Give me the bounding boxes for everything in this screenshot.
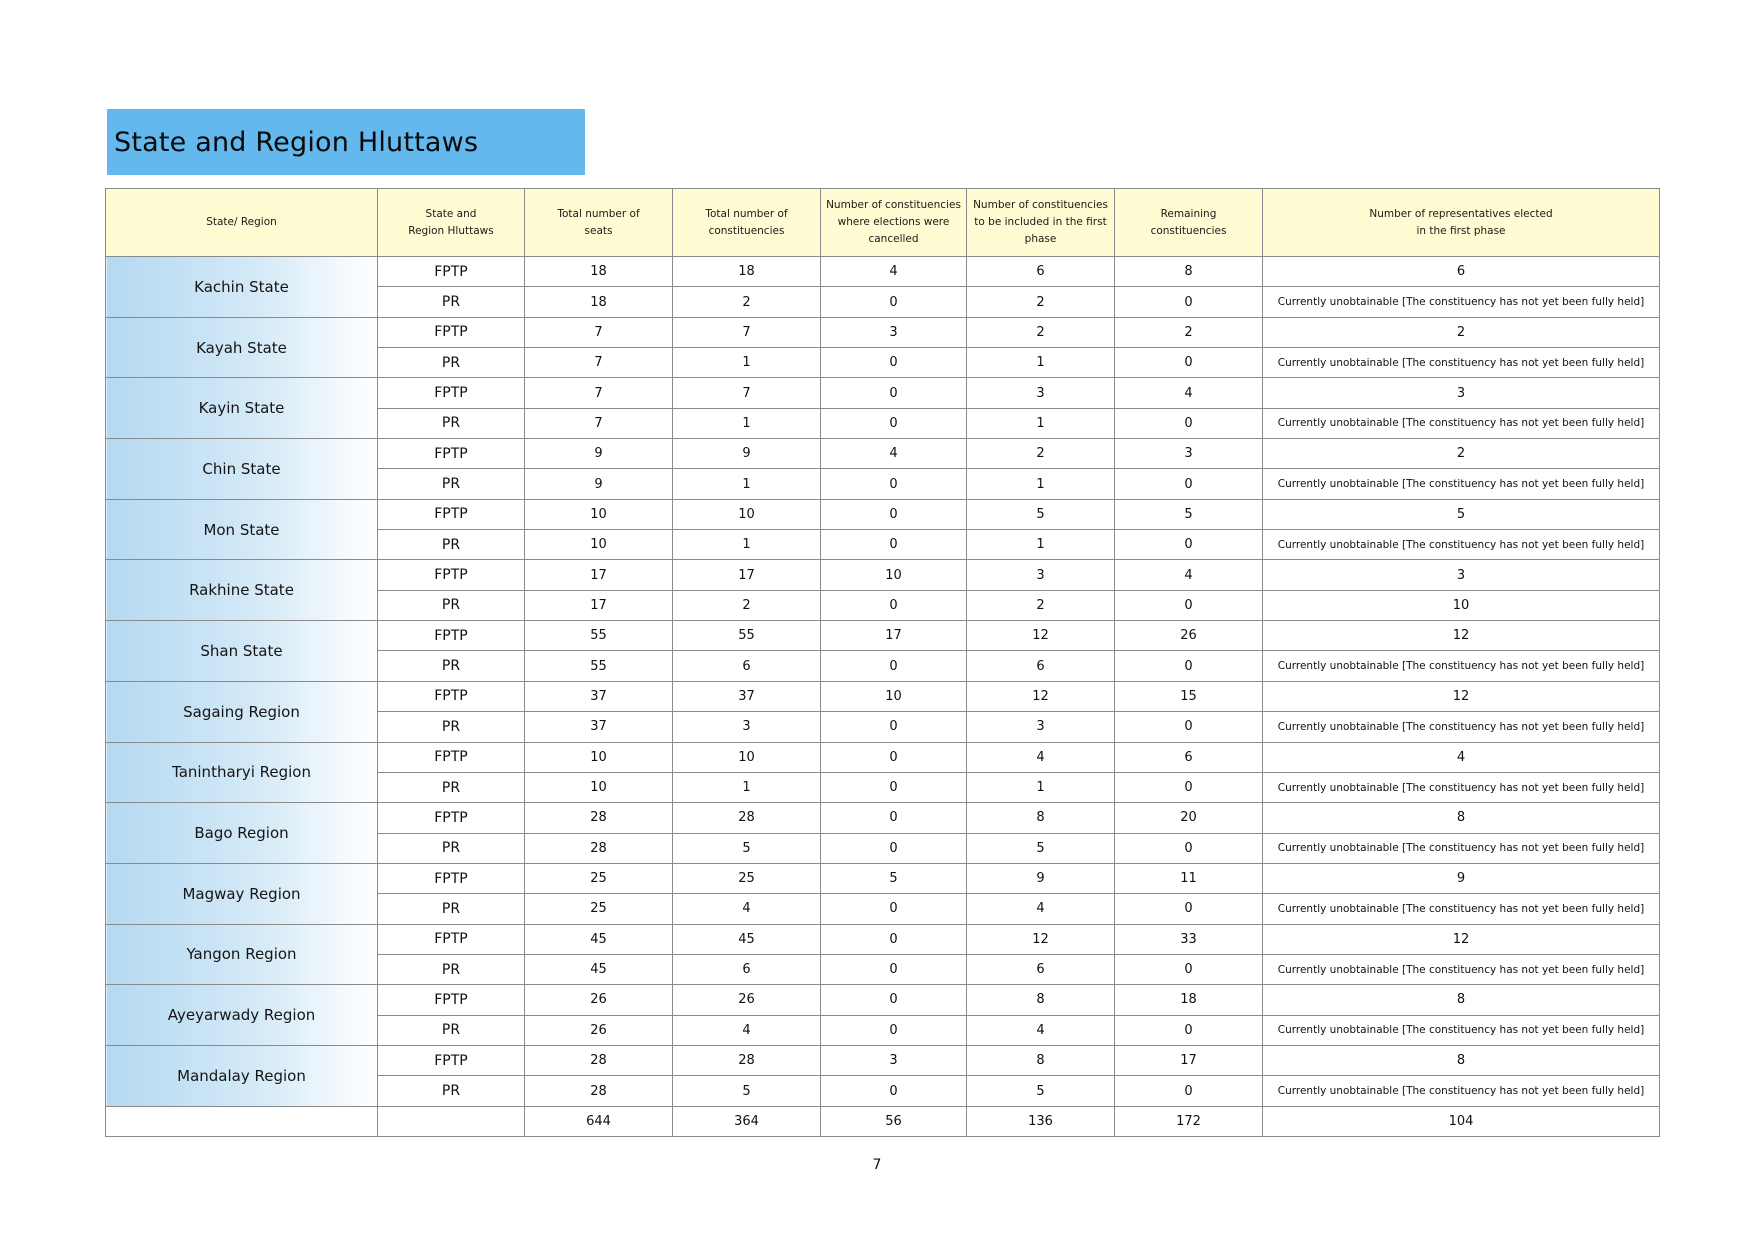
hluttaw-type: FPTP: [378, 803, 525, 833]
representatives-elected: Currently unobtainable [The constituency has not yet been fully held]: [1263, 469, 1660, 499]
numeric-cell: 33: [1115, 924, 1263, 954]
numeric-cell: 0: [821, 894, 967, 924]
numeric-cell: 0: [1115, 712, 1263, 742]
representatives-elected: 4: [1263, 742, 1660, 772]
numeric-cell: 3: [821, 317, 967, 347]
hluttaw-type: FPTP: [378, 681, 525, 711]
hluttaw-type: PR: [378, 1015, 525, 1045]
numeric-cell: 17: [673, 560, 821, 590]
col-header-cancelled: Number of constituencies where elections were cancelled: [821, 189, 967, 257]
hluttaw-type: FPTP: [378, 621, 525, 651]
numeric-cell: 7: [525, 317, 673, 347]
numeric-cell: 5: [673, 1076, 821, 1107]
numeric-cell: 0: [821, 985, 967, 1015]
table-row: [106, 1045, 1660, 1075]
state-region-name: Sagaing Region: [106, 681, 378, 742]
numeric-cell: 6: [673, 954, 821, 984]
hluttaw-type: FPTP: [378, 378, 525, 408]
total-constituencies: 364: [673, 1107, 821, 1137]
hluttaw-type: PR: [378, 772, 525, 802]
numeric-cell: 0: [821, 803, 967, 833]
numeric-cell: 2: [1115, 317, 1263, 347]
numeric-cell: 0: [821, 590, 967, 620]
numeric-cell: 20: [1115, 803, 1263, 833]
numeric-cell: 0: [821, 408, 967, 438]
numeric-cell: 25: [673, 863, 821, 893]
table-row: [106, 742, 1660, 772]
numeric-cell: 0: [1115, 651, 1263, 681]
table-body: [106, 257, 1660, 1107]
numeric-cell: 26: [1115, 621, 1263, 651]
numeric-cell: 0: [1115, 287, 1263, 317]
col-header-hluttaws: State and Region Hluttaws: [378, 189, 525, 257]
hluttaw-type: FPTP: [378, 499, 525, 529]
numeric-cell: 0: [821, 954, 967, 984]
total-remaining: 172: [1115, 1107, 1263, 1137]
numeric-cell: 4: [1115, 378, 1263, 408]
numeric-cell: 9: [525, 469, 673, 499]
numeric-cell: 0: [1115, 408, 1263, 438]
numeric-cell: 7: [673, 317, 821, 347]
numeric-cell: 0: [1115, 772, 1263, 802]
hluttaw-type: FPTP: [378, 742, 525, 772]
numeric-cell: 4: [967, 1015, 1115, 1045]
numeric-cell: 45: [525, 954, 673, 984]
numeric-cell: 45: [673, 924, 821, 954]
numeric-cell: 1: [967, 530, 1115, 560]
state-region-name: Ayeyarwady Region: [106, 985, 378, 1046]
representatives-elected: 3: [1263, 378, 1660, 408]
table-row: [106, 863, 1660, 893]
table-row: [106, 499, 1660, 529]
hluttaw-type: FPTP: [378, 439, 525, 469]
state-region-name: Tanintharyi Region: [106, 742, 378, 803]
numeric-cell: 3: [967, 560, 1115, 590]
numeric-cell: 0: [821, 530, 967, 560]
numeric-cell: 18: [673, 257, 821, 287]
numeric-cell: 37: [525, 681, 673, 711]
hluttaw-type: FPTP: [378, 924, 525, 954]
representatives-elected: Currently unobtainable [The constituency has not yet been fully held]: [1263, 530, 1660, 560]
numeric-cell: 10: [525, 530, 673, 560]
numeric-cell: 4: [673, 894, 821, 924]
numeric-cell: 12: [967, 924, 1115, 954]
hluttaw-type: PR: [378, 1076, 525, 1107]
numeric-cell: 0: [821, 348, 967, 378]
numeric-cell: 55: [525, 621, 673, 651]
numeric-cell: 28: [525, 1076, 673, 1107]
table-row: [106, 257, 1660, 287]
numeric-cell: 10: [525, 742, 673, 772]
table-row: [106, 621, 1660, 651]
numeric-cell: 0: [821, 1076, 967, 1107]
hluttaw-type: FPTP: [378, 317, 525, 347]
numeric-cell: 0: [821, 712, 967, 742]
numeric-cell: 1: [673, 348, 821, 378]
numeric-cell: 0: [821, 1015, 967, 1045]
hluttaw-type: FPTP: [378, 257, 525, 287]
numeric-cell: 7: [673, 378, 821, 408]
numeric-cell: 1: [967, 772, 1115, 802]
state-region-name: Kayah State: [106, 317, 378, 378]
state-region-name: Shan State: [106, 621, 378, 682]
numeric-cell: 4: [967, 742, 1115, 772]
state-region-name: Mandalay Region: [106, 1045, 378, 1106]
numeric-cell: 1: [673, 772, 821, 802]
state-region-name: Bago Region: [106, 803, 378, 864]
representatives-elected: Currently unobtainable [The constituency has not yet been fully held]: [1263, 712, 1660, 742]
representatives-elected: 8: [1263, 1045, 1660, 1075]
representatives-elected: Currently unobtainable [The constituency has not yet been fully held]: [1263, 651, 1660, 681]
table-row: [106, 681, 1660, 711]
title-banner: [107, 109, 585, 175]
numeric-cell: 3: [967, 378, 1115, 408]
numeric-cell: 28: [525, 803, 673, 833]
state-region-name: Yangon Region: [106, 924, 378, 985]
hluttaw-type: FPTP: [378, 560, 525, 590]
numeric-cell: 0: [1115, 1015, 1263, 1045]
numeric-cell: 5: [821, 863, 967, 893]
representatives-elected: 6: [1263, 257, 1660, 287]
col-header-state-region: State/ Region: [106, 189, 378, 257]
numeric-cell: 4: [821, 257, 967, 287]
numeric-cell: 10: [525, 499, 673, 529]
total-seats: 644: [525, 1107, 673, 1137]
state-region-name: Mon State: [106, 499, 378, 560]
numeric-cell: 55: [673, 621, 821, 651]
page-title: State and Region Hluttaws: [114, 126, 479, 158]
numeric-cell: 0: [821, 742, 967, 772]
numeric-cell: 0: [1115, 954, 1263, 984]
numeric-cell: 5: [967, 499, 1115, 529]
numeric-cell: 6: [967, 954, 1115, 984]
numeric-cell: 7: [525, 378, 673, 408]
numeric-cell: 9: [673, 439, 821, 469]
numeric-cell: 2: [967, 317, 1115, 347]
table-row: [106, 560, 1660, 590]
hluttaw-type: PR: [378, 287, 525, 317]
page-number: 7: [872, 1157, 882, 1173]
representatives-elected: 2: [1263, 439, 1660, 469]
representatives-elected: Currently unobtainable [The constituency has not yet been fully held]: [1263, 287, 1660, 317]
representatives-elected: Currently unobtainable [The constituency has not yet been fully held]: [1263, 772, 1660, 802]
numeric-cell: 37: [673, 681, 821, 711]
numeric-cell: 5: [967, 1076, 1115, 1107]
hluttaw-type: PR: [378, 348, 525, 378]
numeric-cell: 10: [821, 681, 967, 711]
hluttaw-type: FPTP: [378, 985, 525, 1015]
numeric-cell: 25: [525, 863, 673, 893]
table-row: [106, 803, 1660, 833]
numeric-cell: 26: [525, 985, 673, 1015]
representatives-elected: Currently unobtainable [The constituency has not yet been fully held]: [1263, 1076, 1660, 1107]
numeric-cell: 12: [967, 621, 1115, 651]
numeric-cell: 3: [1115, 439, 1263, 469]
numeric-cell: 15: [1115, 681, 1263, 711]
numeric-cell: 7: [525, 408, 673, 438]
hluttaw-type: FPTP: [378, 863, 525, 893]
numeric-cell: 0: [821, 378, 967, 408]
representatives-elected: 2: [1263, 317, 1660, 347]
numeric-cell: 6: [967, 257, 1115, 287]
col-header-remaining: Remaining constituencies: [1115, 189, 1263, 257]
state-region-name: Chin State: [106, 439, 378, 500]
numeric-cell: 28: [673, 1045, 821, 1075]
numeric-cell: 5: [673, 833, 821, 863]
hluttaw-type: PR: [378, 894, 525, 924]
numeric-cell: 0: [821, 469, 967, 499]
state-region-name: Kachin State: [106, 257, 378, 318]
hluttaw-type: PR: [378, 530, 525, 560]
numeric-cell: 1: [967, 348, 1115, 378]
numeric-cell: 0: [821, 499, 967, 529]
numeric-cell: 2: [967, 439, 1115, 469]
hluttaw-type: PR: [378, 469, 525, 499]
numeric-cell: 0: [1115, 833, 1263, 863]
representatives-elected: Currently unobtainable [The constituency has not yet been fully held]: [1263, 1015, 1660, 1045]
hluttaw-table: [105, 188, 1660, 1137]
hluttaw-type: PR: [378, 651, 525, 681]
representatives-elected: 9: [1263, 863, 1660, 893]
table-row: [106, 317, 1660, 347]
numeric-cell: 9: [967, 863, 1115, 893]
total-first-phase: 136: [967, 1107, 1115, 1137]
numeric-cell: 17: [525, 590, 673, 620]
numeric-cell: 2: [967, 287, 1115, 317]
representatives-elected: Currently unobtainable [The constituency has not yet been fully held]: [1263, 833, 1660, 863]
numeric-cell: 10: [821, 560, 967, 590]
representatives-elected: Currently unobtainable [The constituency has not yet been fully held]: [1263, 954, 1660, 984]
numeric-cell: 17: [1115, 1045, 1263, 1075]
numeric-cell: 37: [525, 712, 673, 742]
numeric-cell: 0: [1115, 469, 1263, 499]
numeric-cell: 8: [967, 1045, 1115, 1075]
numeric-cell: 7: [525, 348, 673, 378]
numeric-cell: 2: [673, 287, 821, 317]
numeric-cell: 0: [1115, 894, 1263, 924]
numeric-cell: 5: [1115, 499, 1263, 529]
numeric-cell: 3: [967, 712, 1115, 742]
numeric-cell: 3: [821, 1045, 967, 1075]
numeric-cell: 45: [525, 924, 673, 954]
total-cancelled: 56: [821, 1107, 967, 1137]
numeric-cell: 1: [673, 408, 821, 438]
totals-row: [106, 1107, 1660, 1137]
col-header-representatives: Number of representatives elected in the first phase: [1263, 189, 1660, 257]
numeric-cell: 17: [525, 560, 673, 590]
total-cell: [106, 1107, 378, 1137]
numeric-cell: 6: [673, 651, 821, 681]
hluttaw-type: PR: [378, 408, 525, 438]
numeric-cell: 0: [821, 924, 967, 954]
hluttaw-type: PR: [378, 590, 525, 620]
numeric-cell: 3: [673, 712, 821, 742]
col-header-first-phase: Number of constituencies to be included in the first phase: [967, 189, 1115, 257]
numeric-cell: 9: [525, 439, 673, 469]
numeric-cell: 17: [821, 621, 967, 651]
numeric-cell: 0: [1115, 348, 1263, 378]
numeric-cell: 8: [1115, 257, 1263, 287]
numeric-cell: 55: [525, 651, 673, 681]
total-cell: [378, 1107, 525, 1137]
total-representatives: 104: [1263, 1107, 1660, 1137]
numeric-cell: 2: [673, 590, 821, 620]
numeric-cell: 26: [673, 985, 821, 1015]
numeric-cell: 0: [1115, 1076, 1263, 1107]
representatives-elected: Currently unobtainable [The constituency has not yet been fully held]: [1263, 408, 1660, 438]
hluttaw-type: PR: [378, 954, 525, 984]
numeric-cell: 10: [525, 772, 673, 802]
table-row: [106, 985, 1660, 1015]
state-region-name: Rakhine State: [106, 560, 378, 621]
hluttaw-type: PR: [378, 833, 525, 863]
representatives-elected: Currently unobtainable [The constituency has not yet been fully held]: [1263, 894, 1660, 924]
numeric-cell: 6: [967, 651, 1115, 681]
col-header-total-seats: Total number of seats: [525, 189, 673, 257]
numeric-cell: 8: [967, 985, 1115, 1015]
numeric-cell: 8: [967, 803, 1115, 833]
numeric-cell: 1: [967, 408, 1115, 438]
numeric-cell: 0: [821, 651, 967, 681]
hluttaw-type: FPTP: [378, 1045, 525, 1075]
numeric-cell: 4: [1115, 560, 1263, 590]
numeric-cell: 0: [821, 833, 967, 863]
representatives-elected: Currently unobtainable [The constituency has not yet been fully held]: [1263, 348, 1660, 378]
numeric-cell: 10: [673, 742, 821, 772]
representatives-elected: 5: [1263, 499, 1660, 529]
numeric-cell: 12: [967, 681, 1115, 711]
representatives-elected: 12: [1263, 924, 1660, 954]
header-row: [106, 189, 1660, 257]
col-header-total-constituencies: Total number of constituencies: [673, 189, 821, 257]
numeric-cell: 6: [1115, 742, 1263, 772]
numeric-cell: 18: [525, 257, 673, 287]
table-row: [106, 378, 1660, 408]
numeric-cell: 0: [1115, 590, 1263, 620]
numeric-cell: 18: [1115, 985, 1263, 1015]
numeric-cell: 1: [967, 469, 1115, 499]
numeric-cell: 1: [673, 530, 821, 560]
numeric-cell: 0: [821, 287, 967, 317]
numeric-cell: 0: [1115, 530, 1263, 560]
numeric-cell: 5: [967, 833, 1115, 863]
hluttaw-type: PR: [378, 712, 525, 742]
numeric-cell: 0: [821, 772, 967, 802]
numeric-cell: 2: [967, 590, 1115, 620]
representatives-elected: 12: [1263, 621, 1660, 651]
representatives-elected: 3: [1263, 560, 1660, 590]
numeric-cell: 28: [525, 1045, 673, 1075]
numeric-cell: 18: [525, 287, 673, 317]
numeric-cell: 1: [673, 469, 821, 499]
table-row: [106, 439, 1660, 469]
representatives-elected: 8: [1263, 985, 1660, 1015]
numeric-cell: 4: [821, 439, 967, 469]
numeric-cell: 25: [525, 894, 673, 924]
numeric-cell: 4: [967, 894, 1115, 924]
state-region-name: Magway Region: [106, 863, 378, 924]
representatives-elected: 8: [1263, 803, 1660, 833]
numeric-cell: 10: [673, 499, 821, 529]
numeric-cell: 26: [525, 1015, 673, 1045]
representatives-elected: 12: [1263, 681, 1660, 711]
representatives-elected: 10: [1263, 590, 1660, 620]
table-row: [106, 924, 1660, 954]
state-region-name: Kayin State: [106, 378, 378, 439]
numeric-cell: 11: [1115, 863, 1263, 893]
numeric-cell: 28: [525, 833, 673, 863]
numeric-cell: 28: [673, 803, 821, 833]
numeric-cell: 4: [673, 1015, 821, 1045]
